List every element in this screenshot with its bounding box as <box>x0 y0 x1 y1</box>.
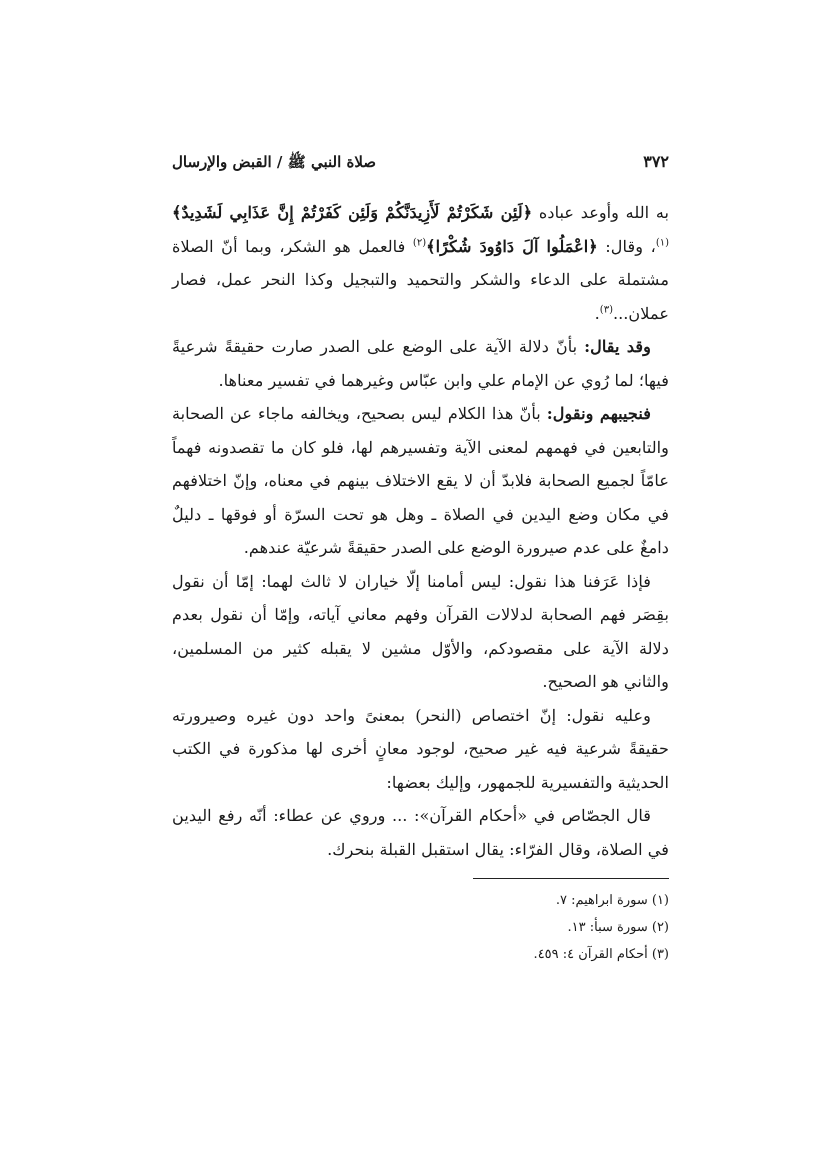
p1-text-c: فالعمل هو الشكر، وبما أنّ الصلاة مشتملة على الدعاء والشكر والتحميد والتبجيل وكذا النحر عمل، فصار عملان... <box>172 236 669 323</box>
p2-lead: وقد يقال: <box>584 337 651 356</box>
p3-text: بأنّ هذا الكلام ليس بصحيح، ويخالفه ماجاء عن الصحابة والتابعين في فهمهم لمعنى الآية وتفسيرهم لها، فلو كان ما تقصدونه فهماً عامّاً لجميع الصحابة فلابدّ أن لا يقع الاختلاف بينهم في معناه، وإنّ اختلافهم في مكان وضع اليدين في الصلاة ـ وهل هو تحت السرّة أو فوقها ـ دليلٌ دامغٌ على عدم صيرورة الوضع على الصدر حقيقةً شرعيّة عندهم. <box>172 404 669 557</box>
paragraph-4: فإذا عَرَفنا هذا نقول: ليس أمامنا إلّا خياران لا ثالث لهما: إمّا أن نقول بقِصَر فهم الصحابة لدلالات القرآن وفهم معاني آياته، وإمّا أن نقول بعدم دلالة الآية على مقصودكم، والأوّل مشين لا يقبله كثير من المسلمين، والثاني هو الصحيح. <box>172 571 669 691</box>
paragraph-2 <box>172 330 669 397</box>
footnote-1: (١) سورة ابراهيم: ٧. <box>555 893 669 908</box>
footnote-2: (٢) سورة سبأ: ١٣. <box>567 920 669 935</box>
footnote-ref-3[interactable]: (٣) <box>599 304 613 316</box>
p1-text-b: ، وقال: <box>597 236 656 256</box>
quran-verse-2: ﴿اعْمَلُوا آلَ دَاوُودَ شُكْرًا﴾ <box>426 236 598 256</box>
running-head-title: صلاة النبي ﷺ / القبض والإرسال <box>172 153 377 171</box>
paragraph-3 <box>172 397 669 565</box>
p1-text-end: . <box>594 303 600 323</box>
quran-verse-1: ﴿لَئِن شَكَرْتُمْ لَأَزِيدَنَّكُمْ وَلَئِن كَفَرْتُمْ إِنَّ عَذَابِي لَشَدِيدٌ﴾ <box>172 203 533 222</box>
paragraph-1 <box>172 196 669 330</box>
footnotes <box>172 887 669 968</box>
footnote-3: (٣) أحكام القرآن ٤: ٤٥٩. <box>533 947 669 962</box>
running-head <box>172 152 669 182</box>
paragraph-5: وعليه نقول: إنّ اختصاص (النحر) بمعنىً واحد دون غيره وصيرورته حقيقةً شرعية فيه غير صحيح، لوجود معانٍ أخرى لها مذكورة في الكتب الحديثية والتفسيرية للجمهور، وإليك بعضها: <box>172 705 669 792</box>
footnote-ref-2[interactable]: (٢) <box>412 237 427 249</box>
footnote-divider <box>473 878 669 879</box>
p3-lead: فنجيبهم ونقول: <box>546 404 651 423</box>
footnote-ref-1[interactable]: (١) <box>655 237 669 249</box>
p1-text-a: به الله وأوعد عباده <box>532 203 669 222</box>
body-text <box>172 196 669 866</box>
book-page <box>172 152 669 962</box>
page-number: ٣٧٢ <box>643 152 669 171</box>
p2-text: بأنّ دلالة الآية على الوضع على الصدر صارت حقيقةً شرعيةً فيها؛ لما رُوي عن الإمام علي وابن عبّاس وغيرهما في تفسير معناها. <box>172 337 669 390</box>
paragraph-6: قال الجصّاص في «أحكام القرآن»: ... وروي عن عطاء: أنّه رفع اليدين في الصلاة، وقال الفرّاء: يقال استقبل القبلة بنحرك. <box>172 806 669 859</box>
